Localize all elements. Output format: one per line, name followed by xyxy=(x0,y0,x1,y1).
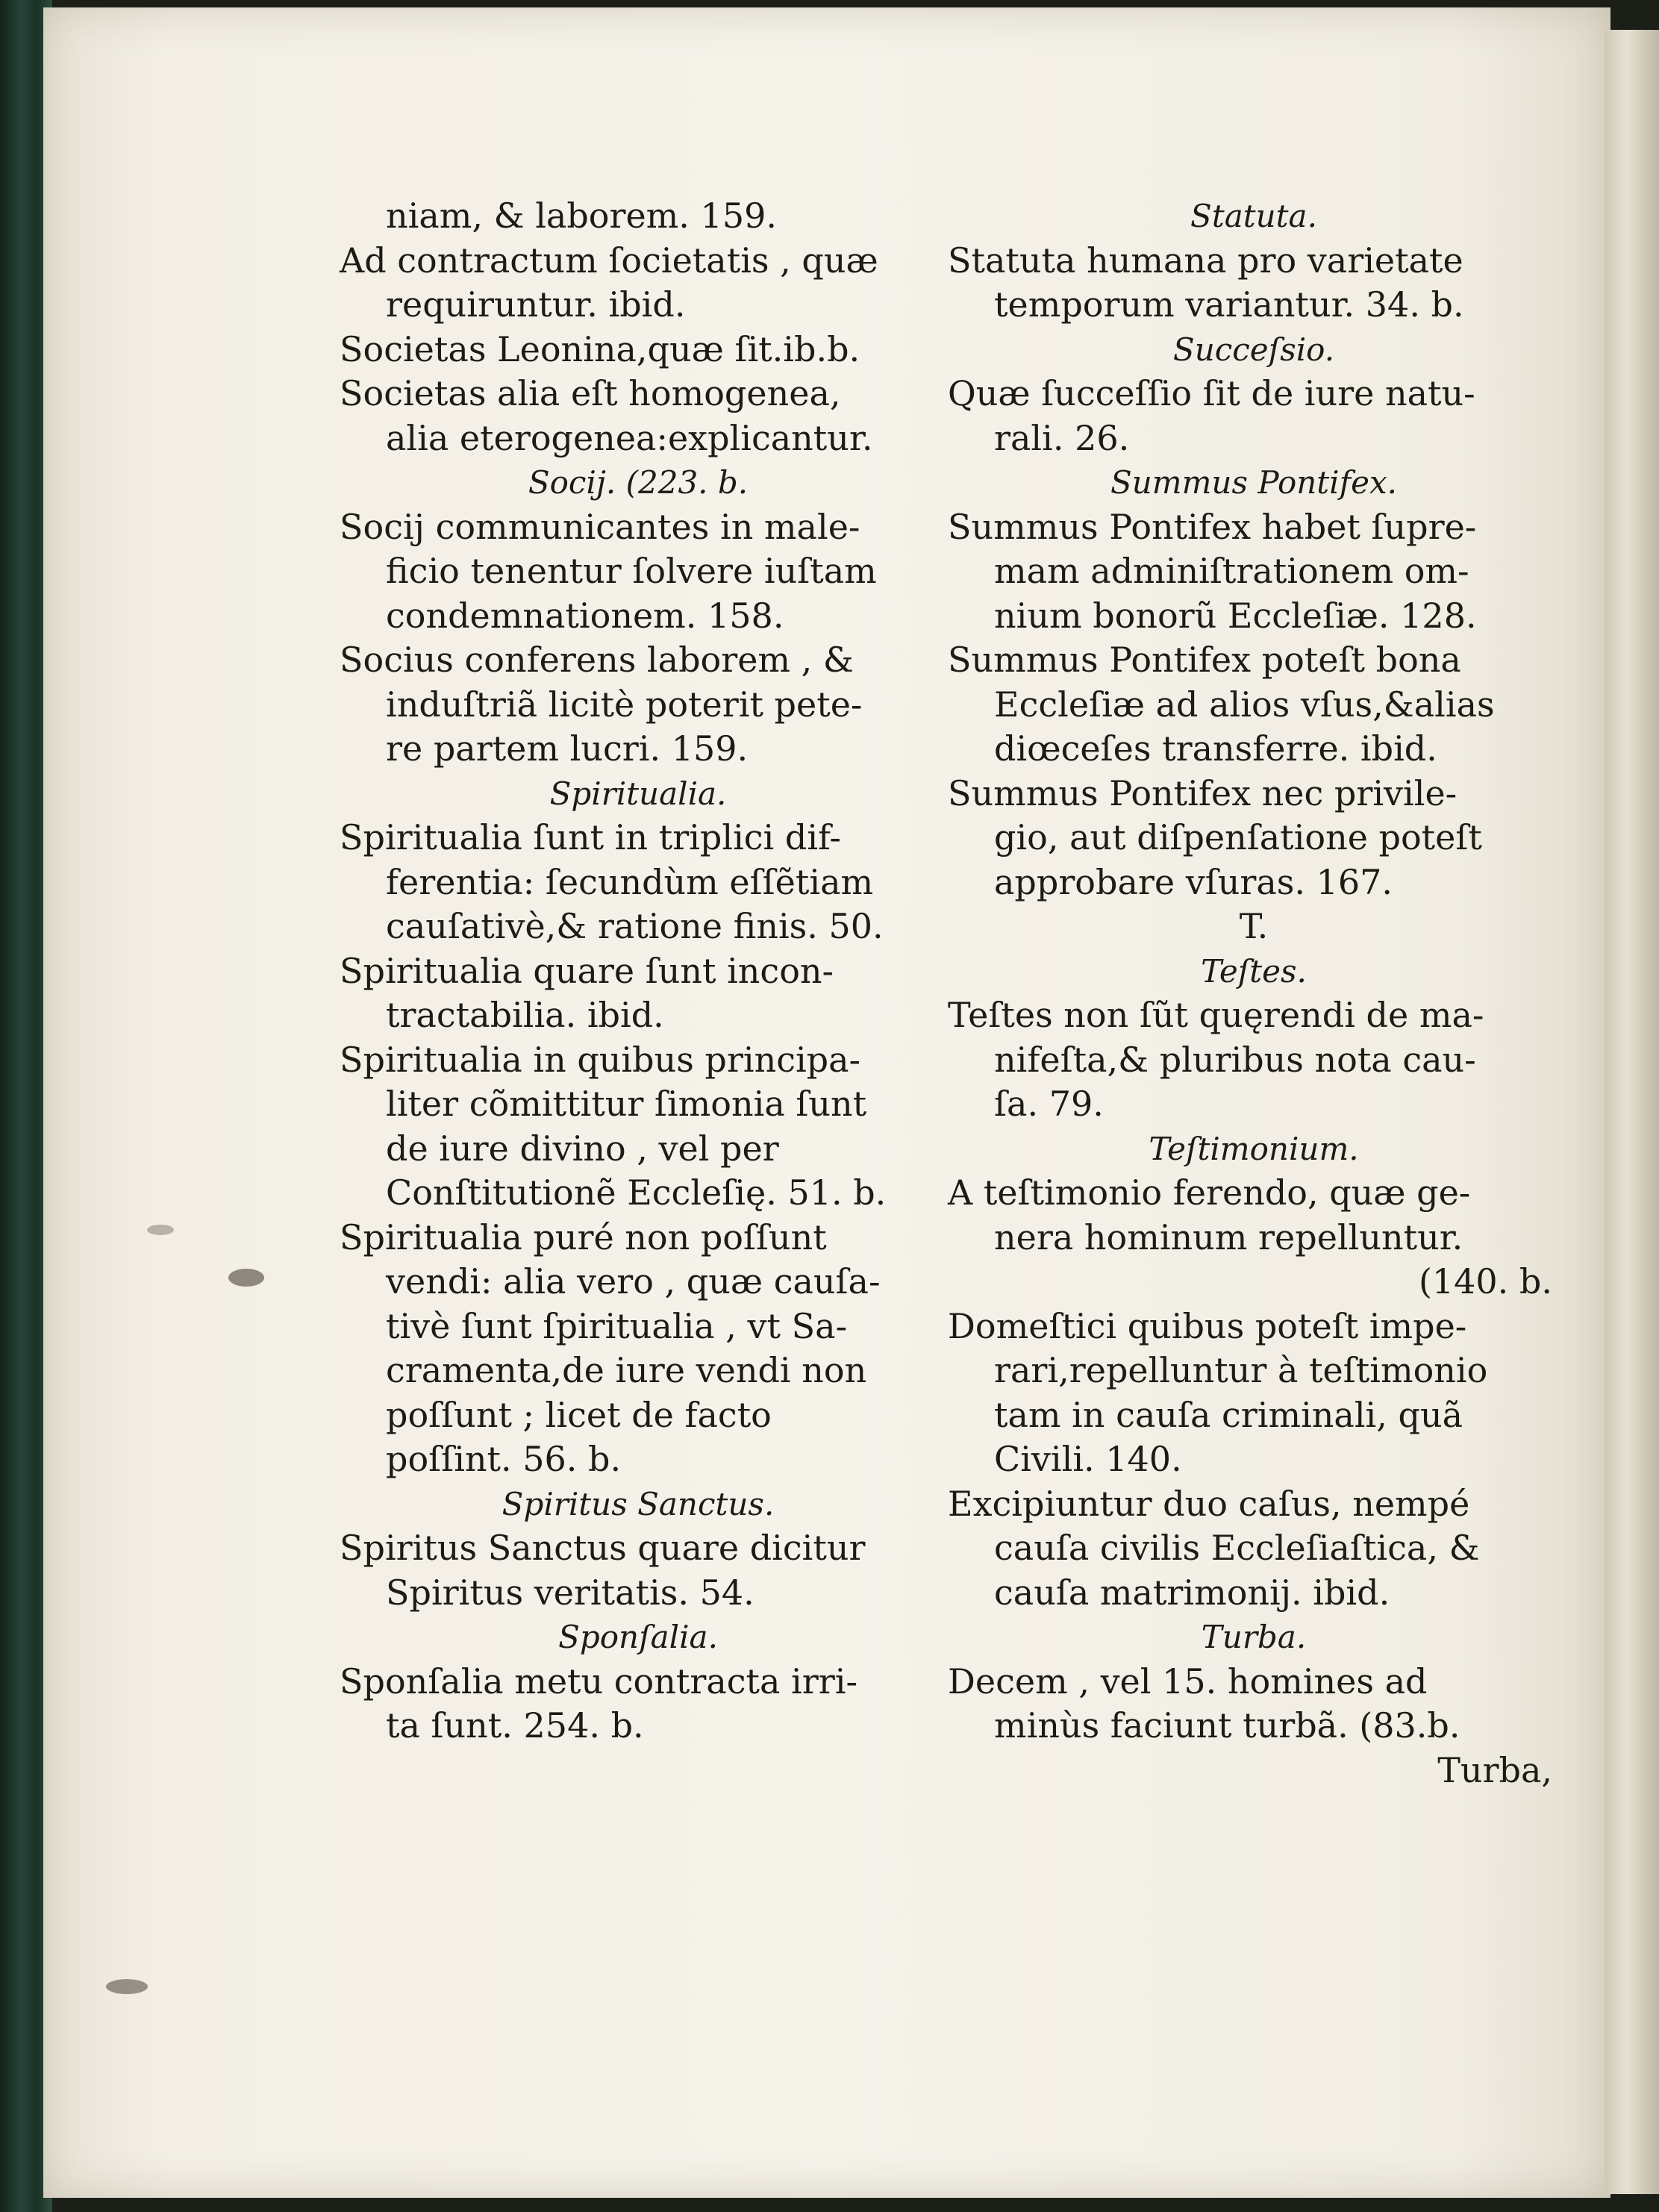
index-entry-line: ferentia: ſecundùm eſſẽtiam xyxy=(386,861,874,902)
index-heading: Sponſalia. xyxy=(558,1619,718,1655)
index-heading: Teſtimonium. xyxy=(1149,1130,1359,1167)
index-entry-line: Quæ ſucceſſio ſit de iure natu- xyxy=(948,373,1475,413)
index-entry-line: Turba, xyxy=(1437,1749,1552,1790)
index-entry-line: alia eterogenea:explicantur. xyxy=(386,417,873,458)
index-entry-line: poſſint. 56. b. xyxy=(386,1439,622,1479)
index-entry-line: condemnationem. 158. xyxy=(386,595,784,636)
index-entry-line: requiruntur. ibid. xyxy=(386,284,686,325)
index-heading: Statuta. xyxy=(1190,198,1317,234)
index-entry-line: cauſativè,& ratione finis. 50. xyxy=(386,906,884,946)
index-entry-line: cauſa civilis Eccleſiaſtica, & xyxy=(994,1528,1480,1568)
ink-fleck xyxy=(106,1979,148,1994)
index-entry-line: mam adminiſtrationem om- xyxy=(994,551,1469,591)
index-entry-line: gio, aut diſpenſatione poteſt xyxy=(994,817,1482,857)
index-entry-line: Summus Pontifex poteſt bona xyxy=(948,640,1461,680)
index-entry-line: rali. 26. xyxy=(994,417,1130,458)
index-entry-line: Socius conferens laborem , & xyxy=(340,640,854,680)
index-entry-line: re partem lucri. 159. xyxy=(386,728,749,769)
index-entry-line: ficio tenentur ſolvere iuſtam xyxy=(386,551,877,591)
index-entry-line: tam in cauſa criminali, quã xyxy=(994,1394,1463,1435)
index-entry-line: tivè ſunt ſpiritualia , vt Sa- xyxy=(386,1305,848,1346)
index-entry-line: A teſtimonio ferendo, quæ ge- xyxy=(948,1172,1471,1213)
index-entry-line: ſa. 79. xyxy=(994,1084,1104,1124)
index-entry-line: rari,repelluntur à teſtimonio xyxy=(994,1350,1488,1390)
index-entry-line: Socij communicantes in male- xyxy=(340,506,860,547)
ink-fleck xyxy=(228,1269,264,1287)
index-entry-line: Teſtes non ſũt quęrendi de ma- xyxy=(948,995,1484,1035)
index-entry-line: Sponſalia metu contracta irri- xyxy=(340,1660,857,1702)
ink-fleck xyxy=(147,1225,174,1235)
index-entry-line: de iure divino , vel per xyxy=(386,1128,779,1169)
index-heading: Summus Pontifex. xyxy=(1110,464,1398,501)
index-entry-line: niam, & laborem. 159. xyxy=(386,196,777,236)
index-heading: Spiritualia. xyxy=(549,775,727,812)
index-entry-line: induſtriã licitè poterit pete- xyxy=(386,684,863,725)
index-entry-line: nera hominum repelluntur. xyxy=(994,1216,1463,1257)
index-entry-line: nifeſta,& pluribus nota cau- xyxy=(994,1039,1476,1080)
index-heading: Spiritus Sanctus. xyxy=(502,1485,775,1522)
index-entry-line: tractabilia. ibid. xyxy=(386,995,664,1035)
index-entry-line: temporum variantur. 34. b. xyxy=(994,284,1464,325)
index-entry-line: Excipiuntur duo caſus, nempé xyxy=(948,1483,1470,1524)
index-entry-line: Statuta humana pro varietate xyxy=(948,240,1463,281)
index-entry-line: (140. b. xyxy=(1418,1261,1552,1302)
index-entry-line: Societas Leonina,quæ ſit.ib.b. xyxy=(340,328,860,369)
index-heading: Succeſsio. xyxy=(1172,331,1335,368)
index-heading: Socij. (223. b. xyxy=(528,464,749,501)
index-entry-line: Ad contractum ſocietatis , quæ xyxy=(340,240,878,281)
index-entry-line: Eccleſiæ ad alios vſus,&alias xyxy=(994,684,1495,725)
index-entry-line: liter cõmittitur ſimonia ſunt xyxy=(386,1084,867,1124)
index-entry-line: ta ſunt. 254. b. xyxy=(386,1705,644,1746)
index-entry-line: cramenta,de iure vendi non xyxy=(386,1350,867,1390)
index-entry-line: Decem , vel 15. homines ad xyxy=(948,1660,1428,1702)
index-entry-line: approbare vſuras. 167. xyxy=(994,861,1393,902)
index-entry-line: Summus Pontifex habet ſupre- xyxy=(948,506,1477,547)
index-entry-line: vendi: alia vero , quæ cauſa- xyxy=(386,1261,881,1302)
index-entry-line: Spiritus veritatis. 54. xyxy=(386,1572,754,1613)
index-entry-line: Civili. 140. xyxy=(994,1439,1182,1479)
section-letter: T. xyxy=(1239,906,1269,946)
index-entry-line: Spiritualia quare ſunt incon- xyxy=(340,950,834,991)
index-entry-line: Conſtitutionẽ Eccleſię. 51. b. xyxy=(386,1172,887,1213)
index-entry-line: Spiritualia ſunt in triplici dif- xyxy=(340,817,841,857)
index-entry-line: minùs faciunt turbã. (83.b. xyxy=(994,1705,1460,1746)
index-heading: Turba. xyxy=(1201,1619,1307,1655)
index-entry-line: diœceſes transferre. ibid. xyxy=(994,728,1437,769)
index-entry-line: Domeſtici quibus poteſt impe- xyxy=(948,1305,1467,1346)
index-entry-line: Spiritualia in quibus principa- xyxy=(340,1039,861,1080)
index-heading: Teſtes. xyxy=(1201,952,1307,990)
index-entry-line: Societas alia eſt homogenea, xyxy=(340,373,841,413)
index-entry-line: Summus Pontifex nec privile- xyxy=(948,772,1458,813)
index-entry-line: cauſa matrimonij. ibid. xyxy=(994,1572,1390,1613)
index-entry-line: nium bonorũ Eccleſiæ. 128. xyxy=(994,595,1477,636)
index-entry-line: poſſunt ; licet de facto xyxy=(386,1394,772,1435)
index-entry-line: Spiritualia puré non poſſunt xyxy=(340,1216,827,1257)
index-entry-line: Spiritus Sanctus quare dicitur xyxy=(340,1528,866,1568)
